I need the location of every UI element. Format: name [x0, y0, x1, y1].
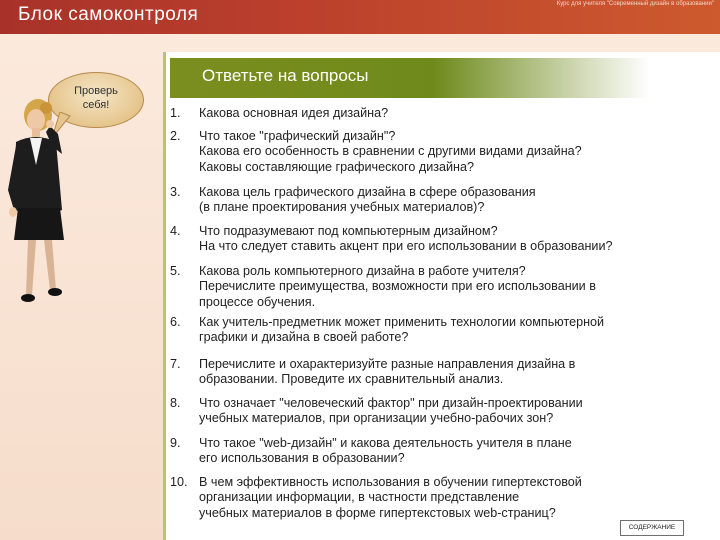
title-bar: [0, 0, 720, 34]
question-line: процессе обучения.: [199, 294, 316, 309]
question-number: 3.: [170, 185, 181, 199]
question-number: 6.: [170, 315, 181, 329]
question-line: Какова его особенность в сравнении с другими видами дизайна?: [199, 144, 582, 159]
question-number: 2.: [170, 129, 181, 143]
top-band: [0, 34, 720, 52]
question-line: организации информации, в частности представление: [199, 490, 520, 505]
question-line: Что такое "графический дизайн"?: [199, 129, 396, 143]
question-number: 7.: [170, 357, 181, 371]
question-line: В чем эффективность использования в обучении гипертекстовой: [199, 475, 582, 489]
question-line: учебных материалов в форме гипертекстовых web-страниц?: [199, 505, 556, 520]
question-number: 4.: [170, 224, 181, 238]
question-line: образовании. Проведите их сравнительный анализ.: [199, 372, 504, 387]
section-header-label: Ответьте на вопросы: [202, 66, 369, 85]
question-line: Какова цель графического дизайна в сфере образования: [199, 185, 536, 199]
question-line: Что означает "человеческий фактор" при дизайн-проектировании: [199, 396, 583, 410]
course-label: Курс для учителя "Современный дизайн в образовании": [556, 1, 714, 7]
question-line: графики и дизайна в своей работе?: [199, 330, 409, 345]
question-line: Что такое "web-дизайн" и какова деятельность учителя в плане: [199, 436, 572, 450]
section-header: [170, 58, 650, 98]
question-line: (в плане проектирования учебных материалов)?: [199, 200, 485, 215]
question-number: 9.: [170, 436, 181, 450]
question-line: Перечислите и охарактеризуйте разные направления дизайна в: [199, 357, 576, 371]
question-line: Какова роль компьютерного дизайна в работе учителя?: [199, 264, 526, 278]
question-number: 10.: [170, 475, 188, 489]
question-line: Как учитель-предметник может применить технологии компьютерной: [199, 315, 605, 329]
page-title: Блок самоконтроля: [18, 4, 199, 25]
bubble-text-line2: себя!: [82, 99, 110, 111]
question-number: 1.: [170, 106, 181, 120]
question-line: Перечислите преимущества, возможности при его использовании в: [199, 279, 596, 294]
question-line: На что следует ставить акцент при его использовании в образовании?: [199, 239, 613, 254]
question-line: его использования в образовании?: [199, 451, 405, 466]
question-line: учебных материалов, при организации учебно-рабочих зон?: [199, 411, 554, 426]
question-line: Каковы составляющие графического дизайна?: [199, 159, 475, 174]
teacher-figure: [0, 90, 165, 540]
question-number: 5.: [170, 264, 181, 278]
question-number: 8.: [170, 396, 181, 410]
question-line: Что подразумевают под компьютерным дизайном?: [199, 224, 498, 238]
bubble-text-line1: Проверь: [74, 85, 118, 97]
contents-button[interactable]: СОДЕРЖАНИЕ: [620, 520, 684, 536]
question-line: Какова основная идея дизайна?: [199, 106, 389, 120]
